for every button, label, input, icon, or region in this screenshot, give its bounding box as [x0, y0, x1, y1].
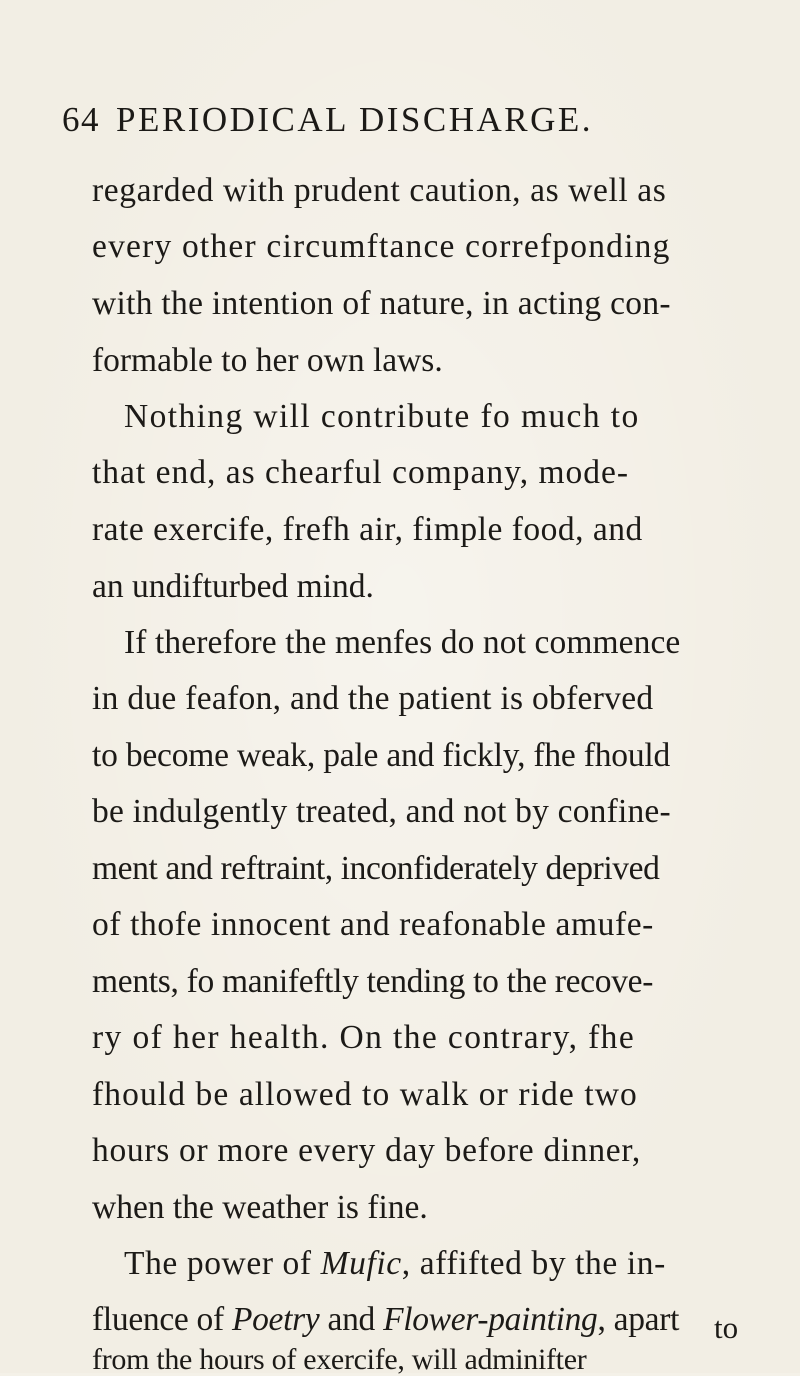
text-line: formable to her own laws.	[92, 342, 443, 379]
text-line: every other circumftance correfponding	[92, 228, 671, 265]
text-line: ments, fo manifeftly tending to the recove-	[92, 963, 654, 1000]
italic-term-music: Mufic	[320, 1245, 402, 1282]
italic-term-flower-painting: Flower-painting	[383, 1301, 598, 1338]
text-line: be indulgently treated, and not by confine-	[92, 793, 671, 830]
text-line: Nothing will contribute fo much to	[124, 398, 640, 435]
text-span: fluence of	[92, 1301, 232, 1338]
text-line: ry of her health. On the contrary, fhe	[92, 1019, 636, 1056]
text-span: , apart	[597, 1301, 680, 1338]
text-line: of thofe innocent and reafonable amufe-	[92, 906, 654, 943]
text-line: from the hours of exercife, will adminifter	[92, 1343, 587, 1376]
page-title: PERIODICAL DISCHARGE.	[116, 100, 594, 139]
text-line: with the intention of nature, in acting con-	[92, 285, 671, 322]
text-line: in due feafon, and the patient is obferved	[92, 680, 654, 717]
text-line: ment and reftraint, inconfiderately deprived	[92, 850, 660, 887]
italic-term-poetry: Poetry	[231, 1301, 320, 1338]
text-line	[92, 1303, 679, 1337]
text-line: to become weak, pale and fickly, fhe fhould	[92, 737, 671, 774]
page-number: 64	[62, 100, 100, 139]
text-span: and	[319, 1301, 384, 1338]
text-line: when the weather is fine.	[92, 1189, 428, 1226]
text-line: hours or more every day before dinner,	[92, 1132, 641, 1169]
text-line: an undifturbed mind.	[92, 568, 374, 605]
text-line: that end, as chearful company, mode-	[92, 454, 630, 491]
text-line	[124, 1247, 666, 1281]
text-span: The power of	[124, 1245, 321, 1282]
text-span: , affifted by the in-	[401, 1245, 666, 1282]
text-line: If therefore the menfes do not commence	[124, 624, 681, 661]
text-line: regarded with prudent caution, as well as	[92, 172, 667, 209]
text-line: fhould be allowed to walk or ride two	[92, 1076, 638, 1113]
catchword: to	[714, 1310, 739, 1345]
text-line: rate exercife, frefh air, fimple food, and	[92, 511, 643, 548]
